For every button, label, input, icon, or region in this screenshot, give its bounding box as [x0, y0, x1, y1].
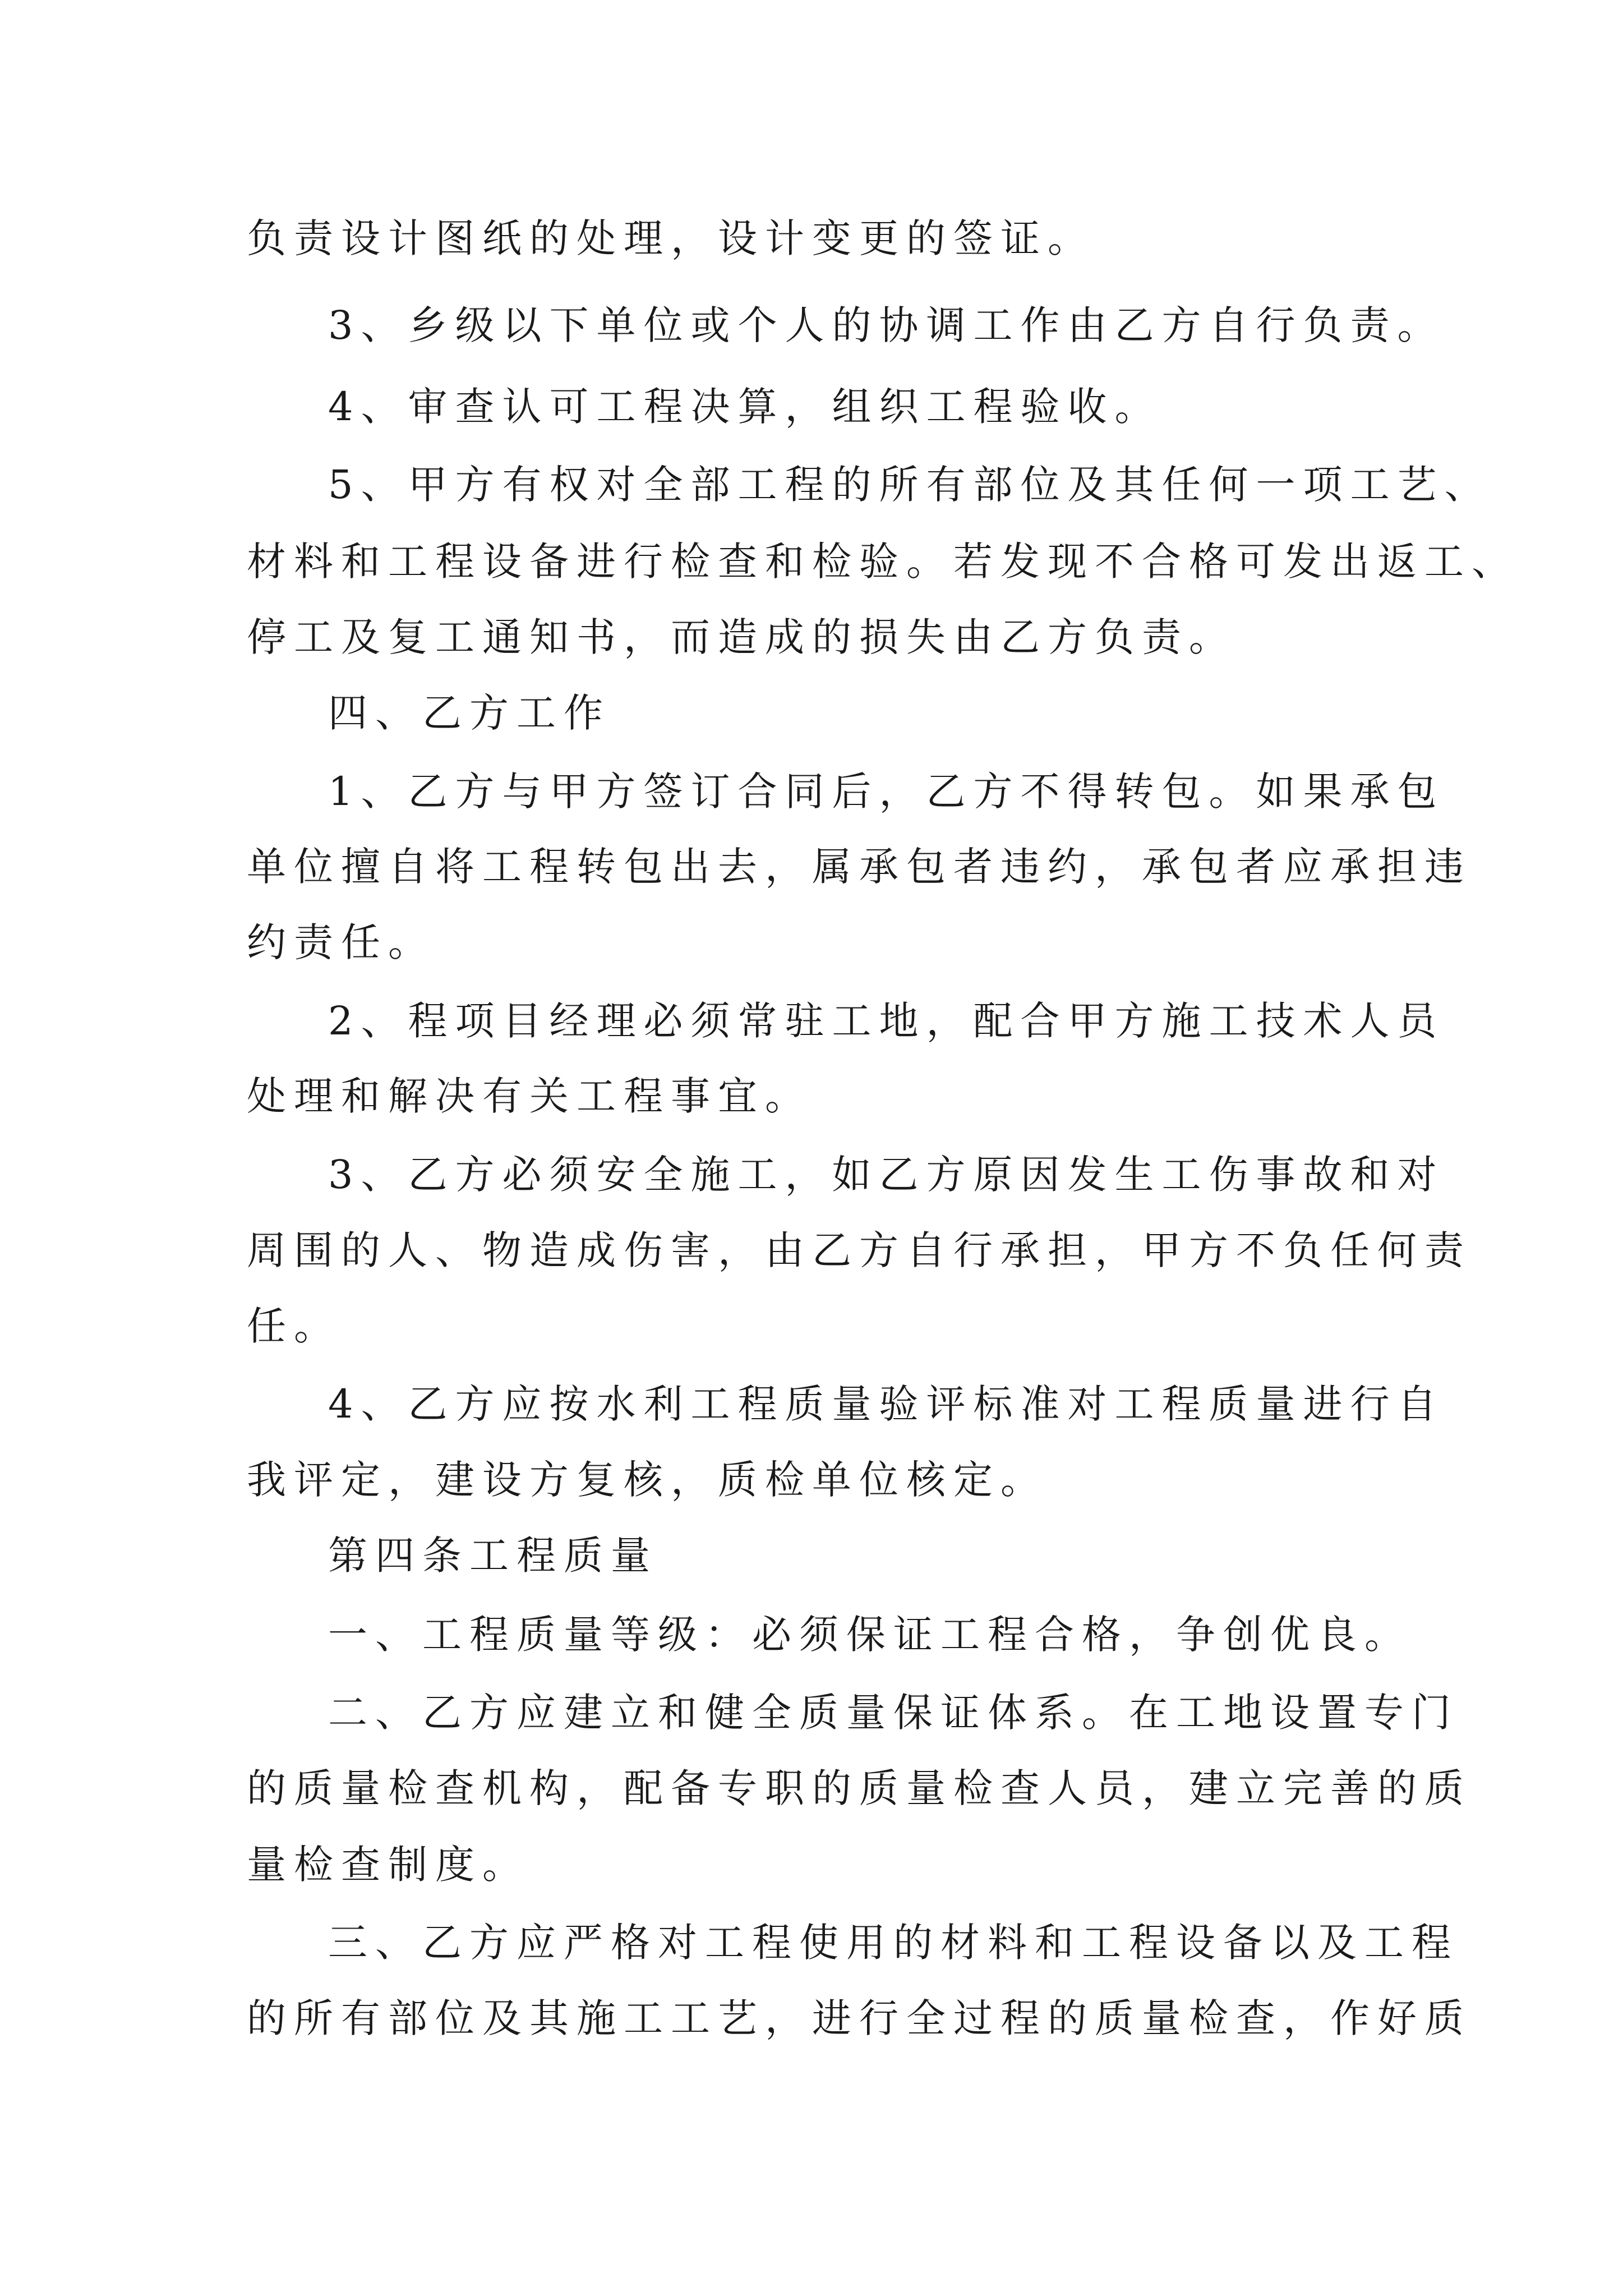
text-line: 4、乙方应按水利工程质量验评标准对工程质量进行自: [328, 1381, 1445, 1427]
section-heading: 第四条工程质量: [328, 1533, 658, 1579]
text-line: 2、程项目经理必须常驻工地，配合甲方施工技术人员: [328, 998, 1445, 1044]
text-line: 我评定，建设方复核，质检单位核定。: [247, 1457, 1048, 1503]
text-line: 量检查制度。: [247, 1842, 529, 1888]
text-line: 单位擅自将工程转包出去，属承包者违约，承包者应承担违: [247, 844, 1472, 890]
text-line: 的质量检查机构，配备专职的质量检查人员，建立完善的质: [247, 1765, 1472, 1811]
text-line: 任。: [247, 1303, 341, 1349]
text-line: 的所有部位及其施工工艺，进行全过程的质量检查，作好质: [247, 1995, 1472, 2041]
text-line: 三、乙方应严格对工程使用的材料和工程设备以及工程: [328, 1920, 1459, 1966]
section-heading: 四、乙方工作: [328, 690, 611, 736]
text-line: 3、乙方必须安全施工，如乙方原因发生工伤事故和对: [328, 1152, 1445, 1198]
text-line: 约责任。: [247, 919, 435, 965]
text-line: 1、乙方与甲方签订合同后，乙方不得转包。如果承包: [328, 769, 1445, 815]
text-line: 处理和解决有关工程事宜。: [247, 1073, 812, 1119]
text-line: 负责设计图纸的处理，设计变更的签证。: [247, 215, 1095, 261]
text-line: 停工及复工通知书，而造成的损失由乙方负责。: [247, 614, 1236, 660]
text-line: 材料和工程设备进行检查和检验。若发现不合格可发出返工、: [247, 539, 1519, 585]
text-line: 5、甲方有权对全部工程的所有部位及其任何一项工艺、: [328, 462, 1492, 508]
text-line: 周围的人、物造成伤害，由乙方自行承担，甲方不负任何责: [247, 1227, 1472, 1273]
text-line: 二、乙方应建立和健全质量保证体系。在工地设置专门: [328, 1690, 1459, 1736]
text-line: 4、审查认可工程决算，组织工程验收。: [328, 384, 1162, 430]
text-line: 3、乡级以下单位或个人的协调工作由乙方自行负责。: [328, 302, 1445, 348]
text-line: 一、工程质量等级：必须保证工程合格，争创优良。: [328, 1612, 1412, 1658]
